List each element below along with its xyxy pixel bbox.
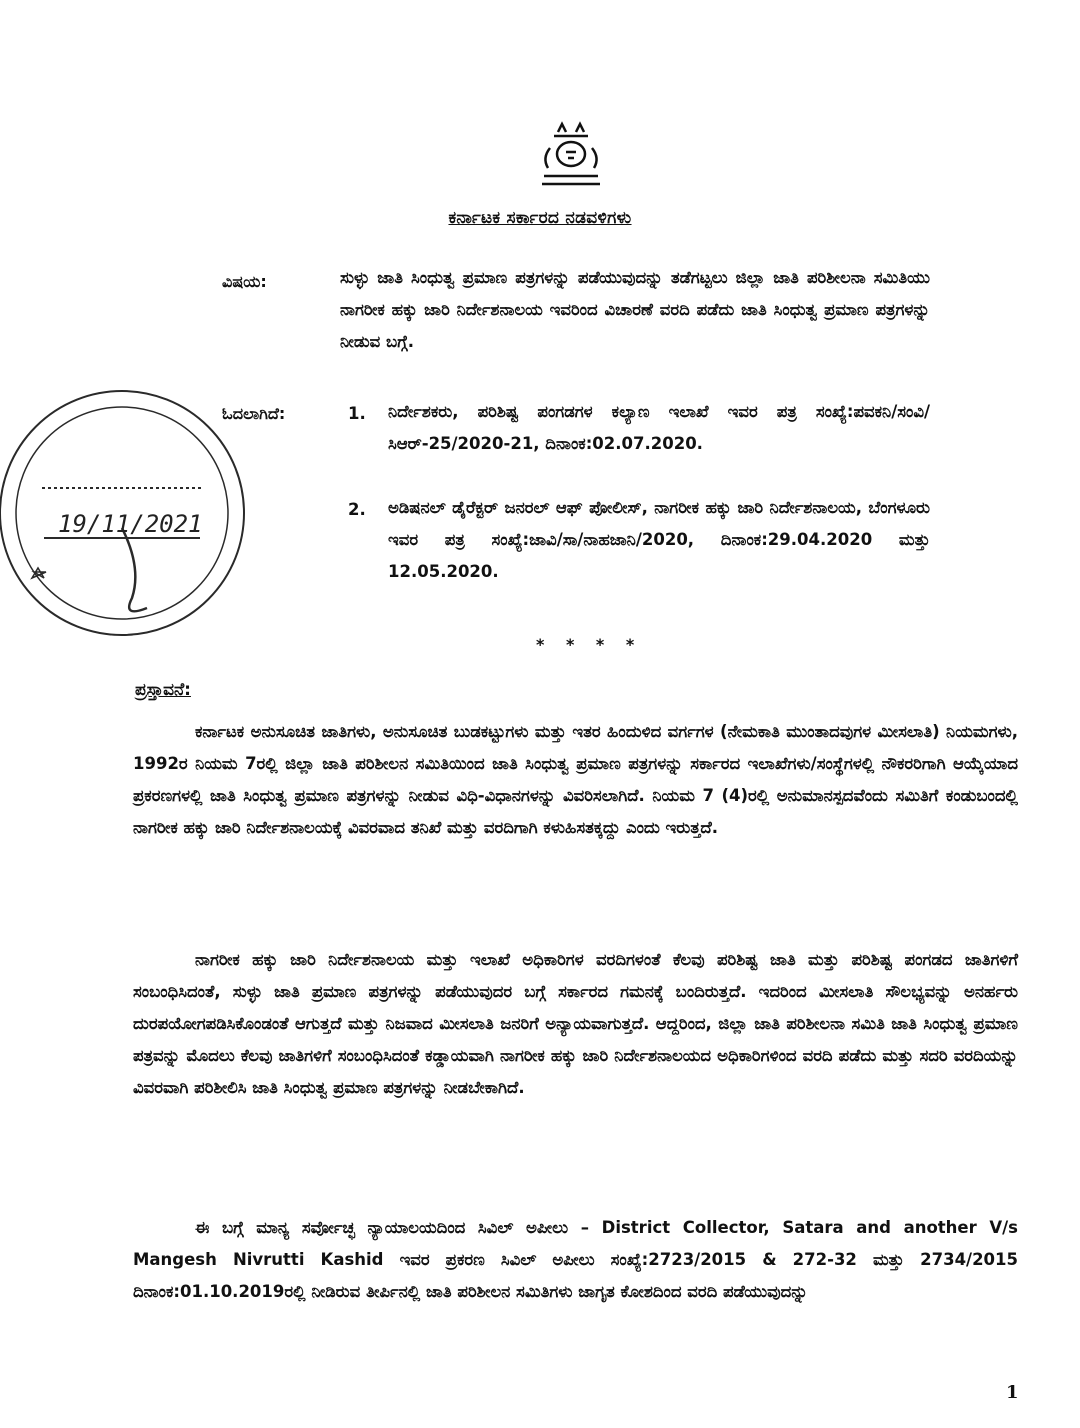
- reference-number: 1.: [348, 404, 366, 423]
- paragraph: ಈ ಬಗ್ಗೆ ಮಾನ್ಯ ಸರ್ವೋಚ್ಛ ನ್ಯಾಯಾಲಯದಿಂದ ಸಿವಿಲ್ ಅಪೀಲು – District Collector, Satara and another V/s Mangesh Nivrutti Kashid ಇವರ ಪ್ರಕರಣ ಸಿವಿಲ್ ಅಪೀಲು ಸಂಖ್ಯೆ:2723/2015 & 272-32 ಮತ್ತು 2734/2015 ದಿನಾಂಕ:01.10.2019ರಲ್ಲಿ ನೀಡಿರುವ ತೀರ್ಪಿನಲ್ಲಿ ಜಾತಿ ಪರಿಶೀಲನ ಸಮಿತಿಗಳು ಜಾಗೃತ ಕೋಶದಿಂದ ವರದಿ ಪಡೆಯುವುದನ್ನು: [133, 1218, 1018, 1301]
- paragraph: ನಾಗರೀಕ ಹಕ್ಕು ಜಾರಿ ನಿರ್ದೇಶನಾಲಯ ಮತ್ತು ಇಲಾಖೆ ಅಧಿಕಾರಿಗಳ ವರದಿಗಳಂತೆ ಕೆಲವು ಪರಿಶಿಷ್ಟ ಜಾತಿ ಮತ್ತು ಪರಿಶಿಷ್ಟ ಪಂಗಡದ ಜಾತಿಗಳಿಗೆ ಸಂಬಂಧಿಸಿದಂತೆ, ಸುಳ್ಳು ಜಾತಿ ಪ್ರಮಾಣ ಪತ್ರಗಳನ್ನು ಪಡೆಯುವುದರ ಬಗ್ಗೆ ಸರ್ಕಾರದ ಗಮನಕ್ಕೆ ಬಂದಿರುತ್ತದೆ. ಇದರಿಂದ ಮೀಸಲಾತಿ ಸೌಲಭ್ಯವನ್ನು ಅನರ್ಹರು ದುರಪಯೋಗಪಡಿಸಿಕೊಂಡಂತೆ ಆಗುತ್ತದೆ ಮತ್ತು ನಿಜವಾದ ಮೀಸಲಾತಿ ಜನರಿಗೆ ಅನ್ಯಾಯವಾಗುತ್ತದೆ. ಆದ್ದರಿಂದ, ಜಿಲ್ಲಾ ಜಾತಿ ಪರಿಶೀಲನಾ ಸಮಿತಿ ಜಾತಿ ಸಿಂಧುತ್ವ ಪ್ರಮಾಣ ಪತ್ರವನ್ನು ಮೊದಲು ಕೆಲವು ಜಾತಿಗಳಿಗೆ ಸಂಬಂಧಿಸಿದಂತೆ ಕಡ್ಡಾಯವಾಗಿ ನಾಗರೀಕ ಹಕ್ಕು ಜಾರಿ ನಿರ್ದೇಶನಾಲಯದ ಅಧಿಕಾರಿಗಳಿಂದ ವರದಿ ಪಡೆದು ಮತ್ತು ಸದರಿ ವರದಿಯನ್ನು ವಿವರವಾಗಿ ಪರಿಶೀಲಿಸಿ ಜಾತಿ ಸಿಂಧುತ್ವ ಪ್ರಮಾಣ ಪತ್ರಗಳನ್ನು ನೀಡಬೇಕಾಗಿದೆ.: [133, 950, 1018, 1097]
- stamp-date: 19/11/2021: [58, 510, 203, 538]
- separator: * * * *: [536, 635, 643, 654]
- reference-number: 2.: [348, 500, 366, 519]
- office-seal-stamp: [0, 378, 272, 648]
- page-number: 1: [1006, 1382, 1019, 1403]
- subject-text: ಸುಳ್ಳು ಜಾತಿ ಸಿಂಧುತ್ವ ಪ್ರಮಾಣ ಪತ್ರಗಳನ್ನು ಪಡೆಯುವುದನ್ನು ತಡೆಗಟ್ಟಲು ಜಿಲ್ಲಾ ಜಾತಿ ಪರಿಶೀಲನಾ ಸಮಿತಿಯು ನಾಗರೀಕ ಹಕ್ಕು ಜಾರಿ ನಿರ್ದೇಶನಾಲಯ ಇವರಿಂದ ವಿಚಾರಣೆ ವರದಿ ಪಡೆದು ಜಾತಿ ಸಿಂಧುತ್ವ ಪ್ರಮಾಣ ಪತ್ರಗಳನ್ನು ನೀಡುವ ಬಗ್ಗೆ.: [340, 268, 930, 351]
- references-label: ಓದಲಾಗಿದೆ:: [222, 404, 286, 423]
- page-title: ಕರ್ನಾಟಕ ಸರ್ಕಾರದ ನಡವಳಿಗಳು: [448, 208, 632, 228]
- paragraph: ಕರ್ನಾಟಕ ಅನುಸೂಚಿತ ಜಾತಿಗಳು, ಅನುಸೂಚಿತ ಬುಡಕಟ್ಟುಗಳು ಮತ್ತು ಇತರ ಹಿಂದುಳಿದ ವರ್ಗಗಳ (ನೇಮಕಾತಿ ಮುಂತಾದವುಗಳ ಮೀಸಲಾತಿ) ನಿಯಮಗಳು, 1992ರ ನಿಯಮ 7ರಲ್ಲಿ ಜಿಲ್ಲಾ ಜಾತಿ ಪರಿಶೀಲನ ಸಮಿತಿಯಿಂದ ಜಾತಿ ಸಿಂಧುತ್ವ ಪ್ರಮಾಣ ಪತ್ರಗಳನ್ನು ಸರ್ಕಾರದ ಇಲಾಖೆಗಳು/ಸಂಸ್ಥೆಗಳಲ್ಲಿ ನೌಕರರಿಗಾಗಿ ಆಯ್ಕೆಯಾದ ಪ್ರಕರಣಗಳಲ್ಲಿ ಜಾತಿ ಸಿಂಧುತ್ವ ಪ್ರಮಾಣ ಪತ್ರಗಳನ್ನು ನೀಡುವ ವಿಧಿ-ವಿಧಾನಗಳನ್ನು ವಿವರಿಸಲಾಗಿದೆ. ನಿಯಮ 7 (4)ರಲ್ಲಿ ಅನುಮಾನಸ್ಪದವೆಂದು ಸಮಿತಿಗೆ ಕಂಡುಬಂದಲ್ಲಿ ನಾಗರೀಕ ಹಕ್ಕು ಜಾರಿ ನಿರ್ದೇಶನಾಲಯಕ್ಕೆ ವಿವರವಾದ ತನಿಖೆ ಮತ್ತು ವರದಿಗಾಗಿ ಕಳುಹಿಸತಕ್ಕದ್ದು ಎಂದು ಇರುತ್ತದೆ.: [133, 722, 1018, 837]
- reference-item: ಅಡಿಷನಲ್ ಡೈರೆಕ್ಟರ್ ಜನರಲ್ ಆಫ್ ಪೋಲೀಸ್, ನಾಗರೀಕ ಹಕ್ಕು ಜಾರಿ ನಿರ್ದೇಶನಾಲಯ, ಬೆಂಗಳೂರು ಇವರ ಪತ್ರ ಸಂಖ್ಯೆ:ಜಾವಿ/ಸಾ/ನಾಹಜಾನಿ/2020, ದಿನಾಂಕ:29.04.2020 ಮತ್ತು 12.05.2020.: [388, 498, 930, 581]
- section-title: ಪ್ರಸ್ತಾವನೆ:: [135, 680, 191, 700]
- subject-label: ವಿಷಯ:: [222, 272, 267, 291]
- karnataka-emblem-icon: [528, 118, 614, 194]
- reference-item: ನಿರ್ದೇಶಕರು, ಪರಿಶಿಷ್ಟ ಪಂಗಡಗಳ ಕಲ್ಯಾಣ ಇಲಾಖೆ ಇವರ ಪತ್ರ ಸಂಖ್ಯೆ:ಪವಕನಿ/ಸಂವಿ/ಸಿಆರ್-25/2020-21, ದಿನಾಂಕ:02.07.2020.: [388, 402, 930, 453]
